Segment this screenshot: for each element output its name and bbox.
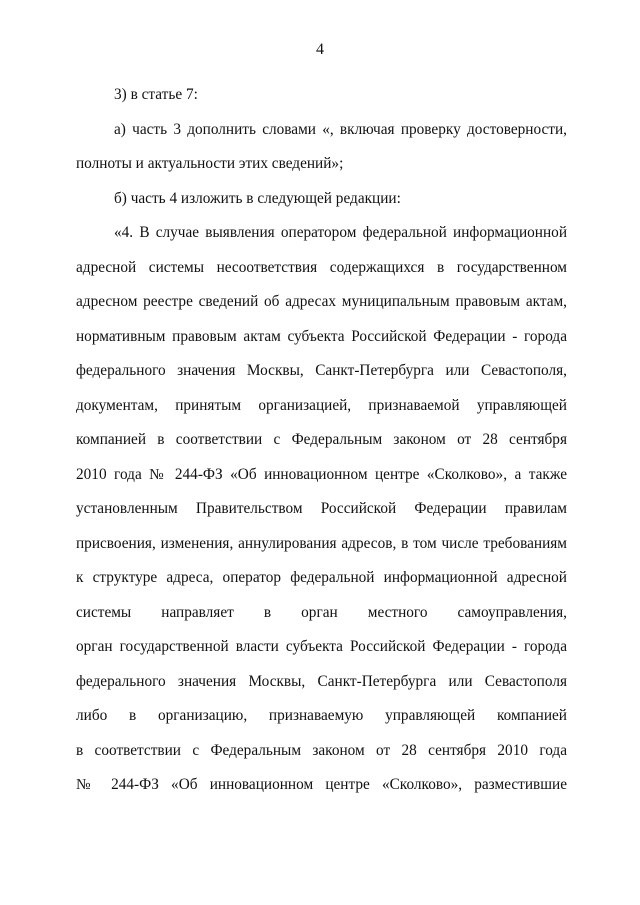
text-line: документам, принятым организацией, признаваемой управляющей: [76, 396, 567, 414]
text-line: в соответствии с Федеральным законом от 28 сентября 2010 года: [76, 741, 567, 759]
text-line: либо в организацию, признаваемую управляющей компанией: [76, 707, 567, 724]
text-line: системы направляет в орган местного самоуправления,: [76, 603, 567, 621]
text-line: № 244-ФЗ «Об инновационном центре «Сколково», разместившие: [76, 776, 567, 793]
document-body: [76, 78, 567, 803]
text-line: полноты и актуальности этих сведений»;: [76, 155, 344, 172]
text-line: нормативным правовым актам субъекта Российской Федерации - города: [76, 327, 567, 345]
text-line: присвоения, изменения, аннулирования адресов, в том числе требованиям: [76, 534, 567, 552]
text-line: а) часть 3 дополнить словами «, включая проверку достоверности,: [114, 120, 567, 138]
text-line: «4. В случае выявления оператором федеральной информационной: [114, 224, 567, 241]
text-line: компанией в соответствии с Федеральным законом от 28 сентября: [76, 431, 567, 448]
text-line: 3) в статье 7:: [114, 86, 198, 103]
text-line: адресном реестре сведений об адресах муниципальным правовым актам,: [76, 293, 567, 310]
text-line: б) часть 4 изложить в следующей редакции:: [114, 189, 401, 207]
text-line: федерального значения Москвы, Санкт-Петербурга или Севастополя: [76, 672, 567, 690]
text-line: федерального значения Москвы, Санкт-Петербурга или Севастополя,: [76, 362, 567, 379]
text-line: адресной системы несоответствия содержащихся в государственном: [76, 258, 567, 276]
page-number: 4: [316, 41, 324, 58]
text-line: 2010 года № 244-ФЗ «Об инновационном центре «Сколково», а также: [76, 465, 567, 483]
text-line: установленным Правительством Российской Федерации правилам: [76, 500, 567, 517]
text-line: орган государственной власти субъекта Российской Федерации - города: [76, 638, 567, 655]
text-line: к структуре адреса, оператор федеральной информационной адресной: [76, 569, 567, 586]
